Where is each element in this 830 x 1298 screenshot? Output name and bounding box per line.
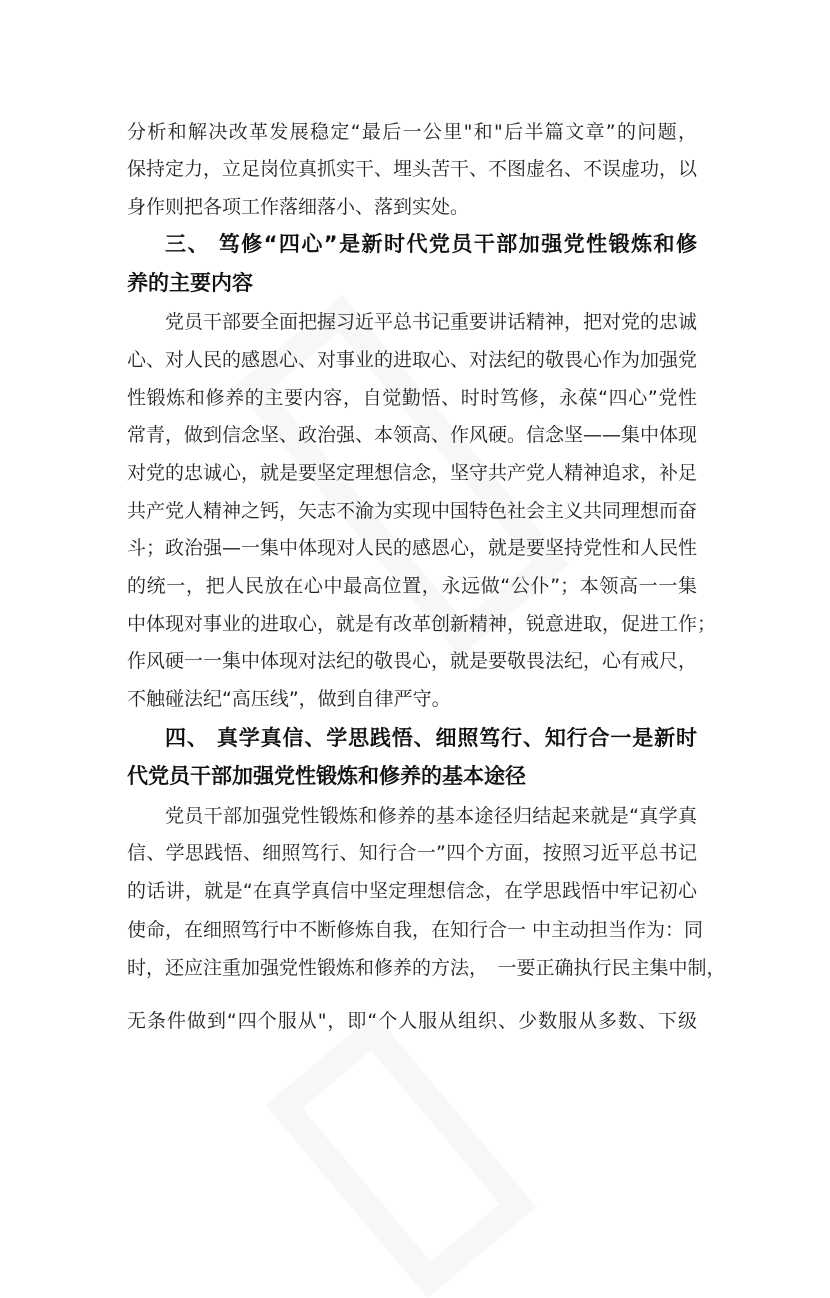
- paragraph-line: 共产党人精神之钙，矢志不渝为实现中国特色社会主义共同理想而奋: [127, 500, 698, 522]
- paragraph-line: 对党的忠诚心，就是要坚定理想信念，坚守共产党人精神追求，补足: [127, 462, 698, 484]
- paragraph-line: 无条件做到“四个服从"，即“个人服从组织、少数服从多数、下级: [127, 1010, 697, 1032]
- paragraph-line: 不触碰法纪“高压线”，做到自律严守。: [127, 688, 451, 710]
- section-heading-4-cont: 代党员干部加强党性锻炼和修养的基本途径: [127, 764, 526, 788]
- paragraph-line: 党员干部加强党性锻炼和修养的基本途径归结起来就是“真学真: [165, 805, 697, 827]
- section-heading-4: 四、 真学真信、学思践悟、细照笃行、知行合一是新时: [165, 726, 697, 750]
- paragraph-line: 作风硬一一集中体现对法纪的敬畏心，就是要敬畏法纪，心有戒尺，: [127, 650, 698, 672]
- paragraph-line: 的话讲，就是“在真学真信中坚定理想信念，在学思践悟中牢记初心: [127, 880, 697, 902]
- paragraph-line: 中体现对事业的进取心，就是有改革创新精神，锐意进取，促进工作；: [127, 613, 717, 635]
- paragraph-line: 信、学思践悟、细照笃行、知行合一”四个方面，按照习近平总书记: [127, 842, 697, 864]
- paragraph-line: 使命，在细照笃行中不断修炼自我，在知行合一 中主动担当作为：同: [127, 919, 704, 941]
- paragraph-line: 常青，做到信念坚、政治强、本领高、作风硬。信念坚——集中体现: [127, 424, 698, 446]
- paragraph-line: 心、对人民的感恩心、对事业的进取心、对法纪的敬畏心作为加强党: [127, 349, 698, 371]
- paragraph-line: 性锻炼和修养的主要内容，自觉勤悟、时时笃修，永葆“四心”党性: [127, 387, 697, 409]
- paragraph-line: 斗；政治强—一集中体现对人民的感恩心，就是要坚持党性和人民性: [127, 537, 698, 559]
- paragraph-line: 身作则把各项工作落细落小、落到实处。: [127, 196, 470, 218]
- paragraph-line: 的统一，把人民放在心中最高位置，永远做“公仆”；本领高一一集: [127, 575, 697, 597]
- paragraph-line: 党员干部要全面把握习近平总书记重要讲话精神，把对党的忠诚: [165, 311, 698, 333]
- section-heading-3: 三、 笃修“四心”是新时代党员干部加强党性锻炼和修: [165, 232, 697, 256]
- paragraph-line: 分析和解决改革发展稳定“最后一公里"和"后半篇文章”的问题，: [127, 121, 697, 143]
- paragraph-line: 时，还应注重加强党性锻炼和修养的方法， 一要正确执行民主集中制，: [127, 957, 726, 979]
- paragraph-line: 保持定力，立足岗位真抓实干、埋头苦干、不图虚名、不误虚功，以: [127, 158, 698, 180]
- section-heading-3-cont: 养的主要内容: [127, 271, 253, 295]
